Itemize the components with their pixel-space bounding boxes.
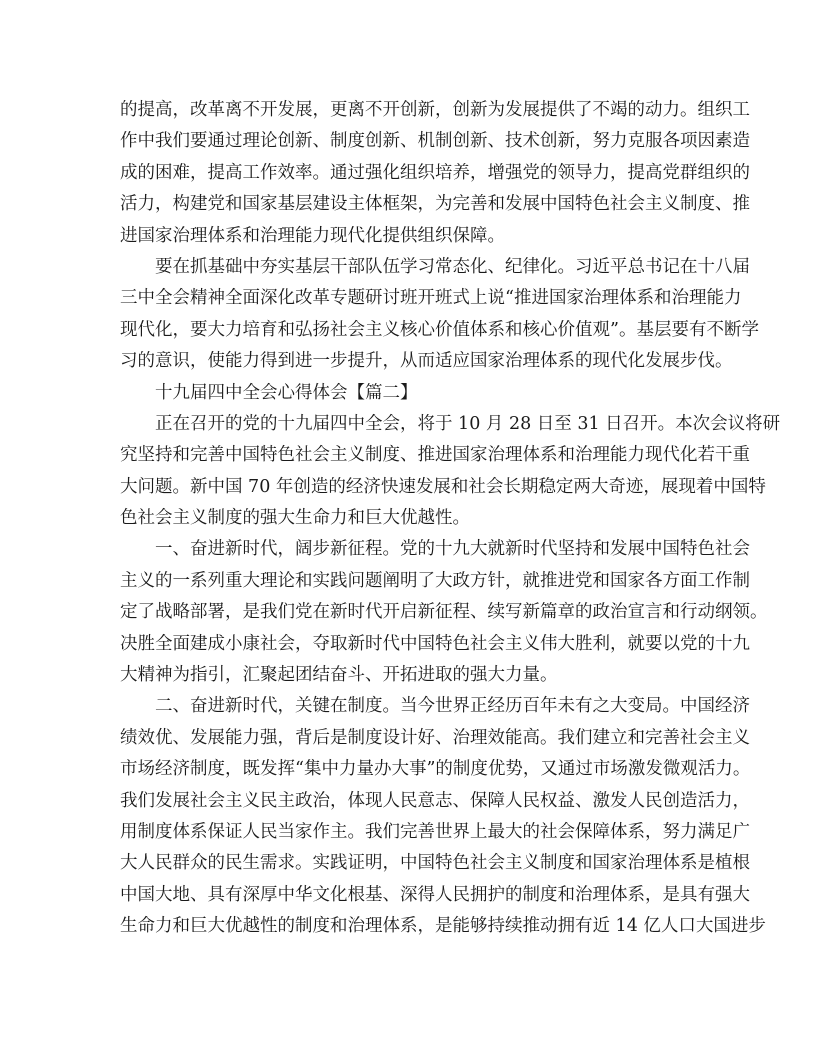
- text-line: 大精神为指引，汇聚起团结奋斗、开拓进取的强大力量。: [120, 665, 558, 686]
- text-line: 我们发展社会主义民主政治，体现人民意志、保障人民权益、激发人民创造活力，: [120, 790, 750, 811]
- paragraph: [120, 534, 768, 691]
- text-line: 色社会主义制度的强大生命力和巨大优越性。: [120, 508, 470, 529]
- text-line: 现代化，要大力培育和弘扬社会主义核心价值体系和核心价值观”。基层要有不断学: [120, 319, 759, 340]
- text-line: 一、奋进新时代，阔步新征程。党的十九大就新时代坚持和发展中国特色社会: [155, 539, 750, 560]
- text-line: 三中全会精神全面深化改革专题研讨班开班式上说“推进国家治理体系和治理能力: [120, 288, 742, 309]
- text-line: 究坚持和完善中国特色社会主义制度、推进国家治理体系和治理能力现代化若干重: [120, 445, 750, 466]
- text-line: 中国大地、具有深厚中华文化根基、深得人民拥护的制度和治理体系，是具有强大: [120, 884, 750, 905]
- text-line: 市场经济制度，既发挥“集中力量办大事”的制度优势，又通过市场激发微观活力。: [120, 759, 751, 780]
- paragraph: [120, 252, 759, 378]
- text-line: 活力，构建党和国家基层建设主体框架，为完善和发展中国特色社会主义制度、推: [120, 194, 750, 215]
- text-line: 大人民群众的民生需求。实践证明，中国特色社会主义制度和国家治理体系是植根: [120, 853, 750, 874]
- text-line: 决胜全面建成小康社会，夺取新时代中国特色社会主义伟大胜利，就要以党的十九: [120, 633, 750, 654]
- text-line: 成的困难，提高工作效率。通过强化组织培养，增强党的领导力，提高党群组织的: [120, 162, 750, 183]
- paragraph: [120, 409, 781, 535]
- text-line: 主义的一系列重大理论和实践问题阐明了大政方针，就推进党和国家各方面工作制: [120, 570, 750, 591]
- section-heading: 十九届四中全会心得体会【篇二】: [155, 382, 418, 403]
- text-line: 的提高，改革离不开发展，更离不开创新，创新为发展提供了不竭的动力。组织工: [120, 100, 750, 120]
- text-line: 正在召开的党的十九届四中全会，将于 10 月 28 日至 31 日召开。本次会议将研: [155, 413, 781, 434]
- text-line: 生命力和巨大优越性的制度和治理体系，是能够持续推动拥有近 14 亿人口大国进步: [120, 916, 766, 937]
- paragraph: [120, 378, 696, 409]
- text-line: 绩效优、发展能力强，背后是制度设计好、治理效能高。我们建立和完善社会主义: [120, 727, 750, 748]
- text-line: 用制度体系保证人民当家作主。我们完善世界上最大的社会保障体系，努力满足广: [120, 821, 750, 842]
- paragraph: [120, 691, 766, 942]
- text-line: 要在抓基础中夯实基层干部队伍学习常态化、纪律化。习近平总书记在十八届: [155, 256, 750, 277]
- text-line: 二、奋进新时代，关键在制度。当今世界正经历百年未有之大变局。中国经济: [155, 696, 750, 717]
- text-line: 定了战略部署，是我们党在新时代开启新征程、续写新篇章的政治宣言和行动纲领。: [120, 602, 768, 623]
- paragraph: [120, 95, 750, 252]
- text-line: 大问题。新中国 70 年创造的经济快速发展和社会长期稳定两大奇迹，展现着中国特: [120, 476, 766, 497]
- text-line: 作中我们要通过理论创新、制度创新、机制创新、技术创新，努力克服各项因素造: [120, 131, 750, 152]
- text-line: 习的意识，使能力得到进一步提升，从而适应国家治理体系的现代化发展步伐。: [120, 351, 733, 372]
- document-page: [120, 95, 781, 943]
- text-line: 进国家治理体系和治理能力现代化提供组织保障。: [120, 225, 505, 246]
